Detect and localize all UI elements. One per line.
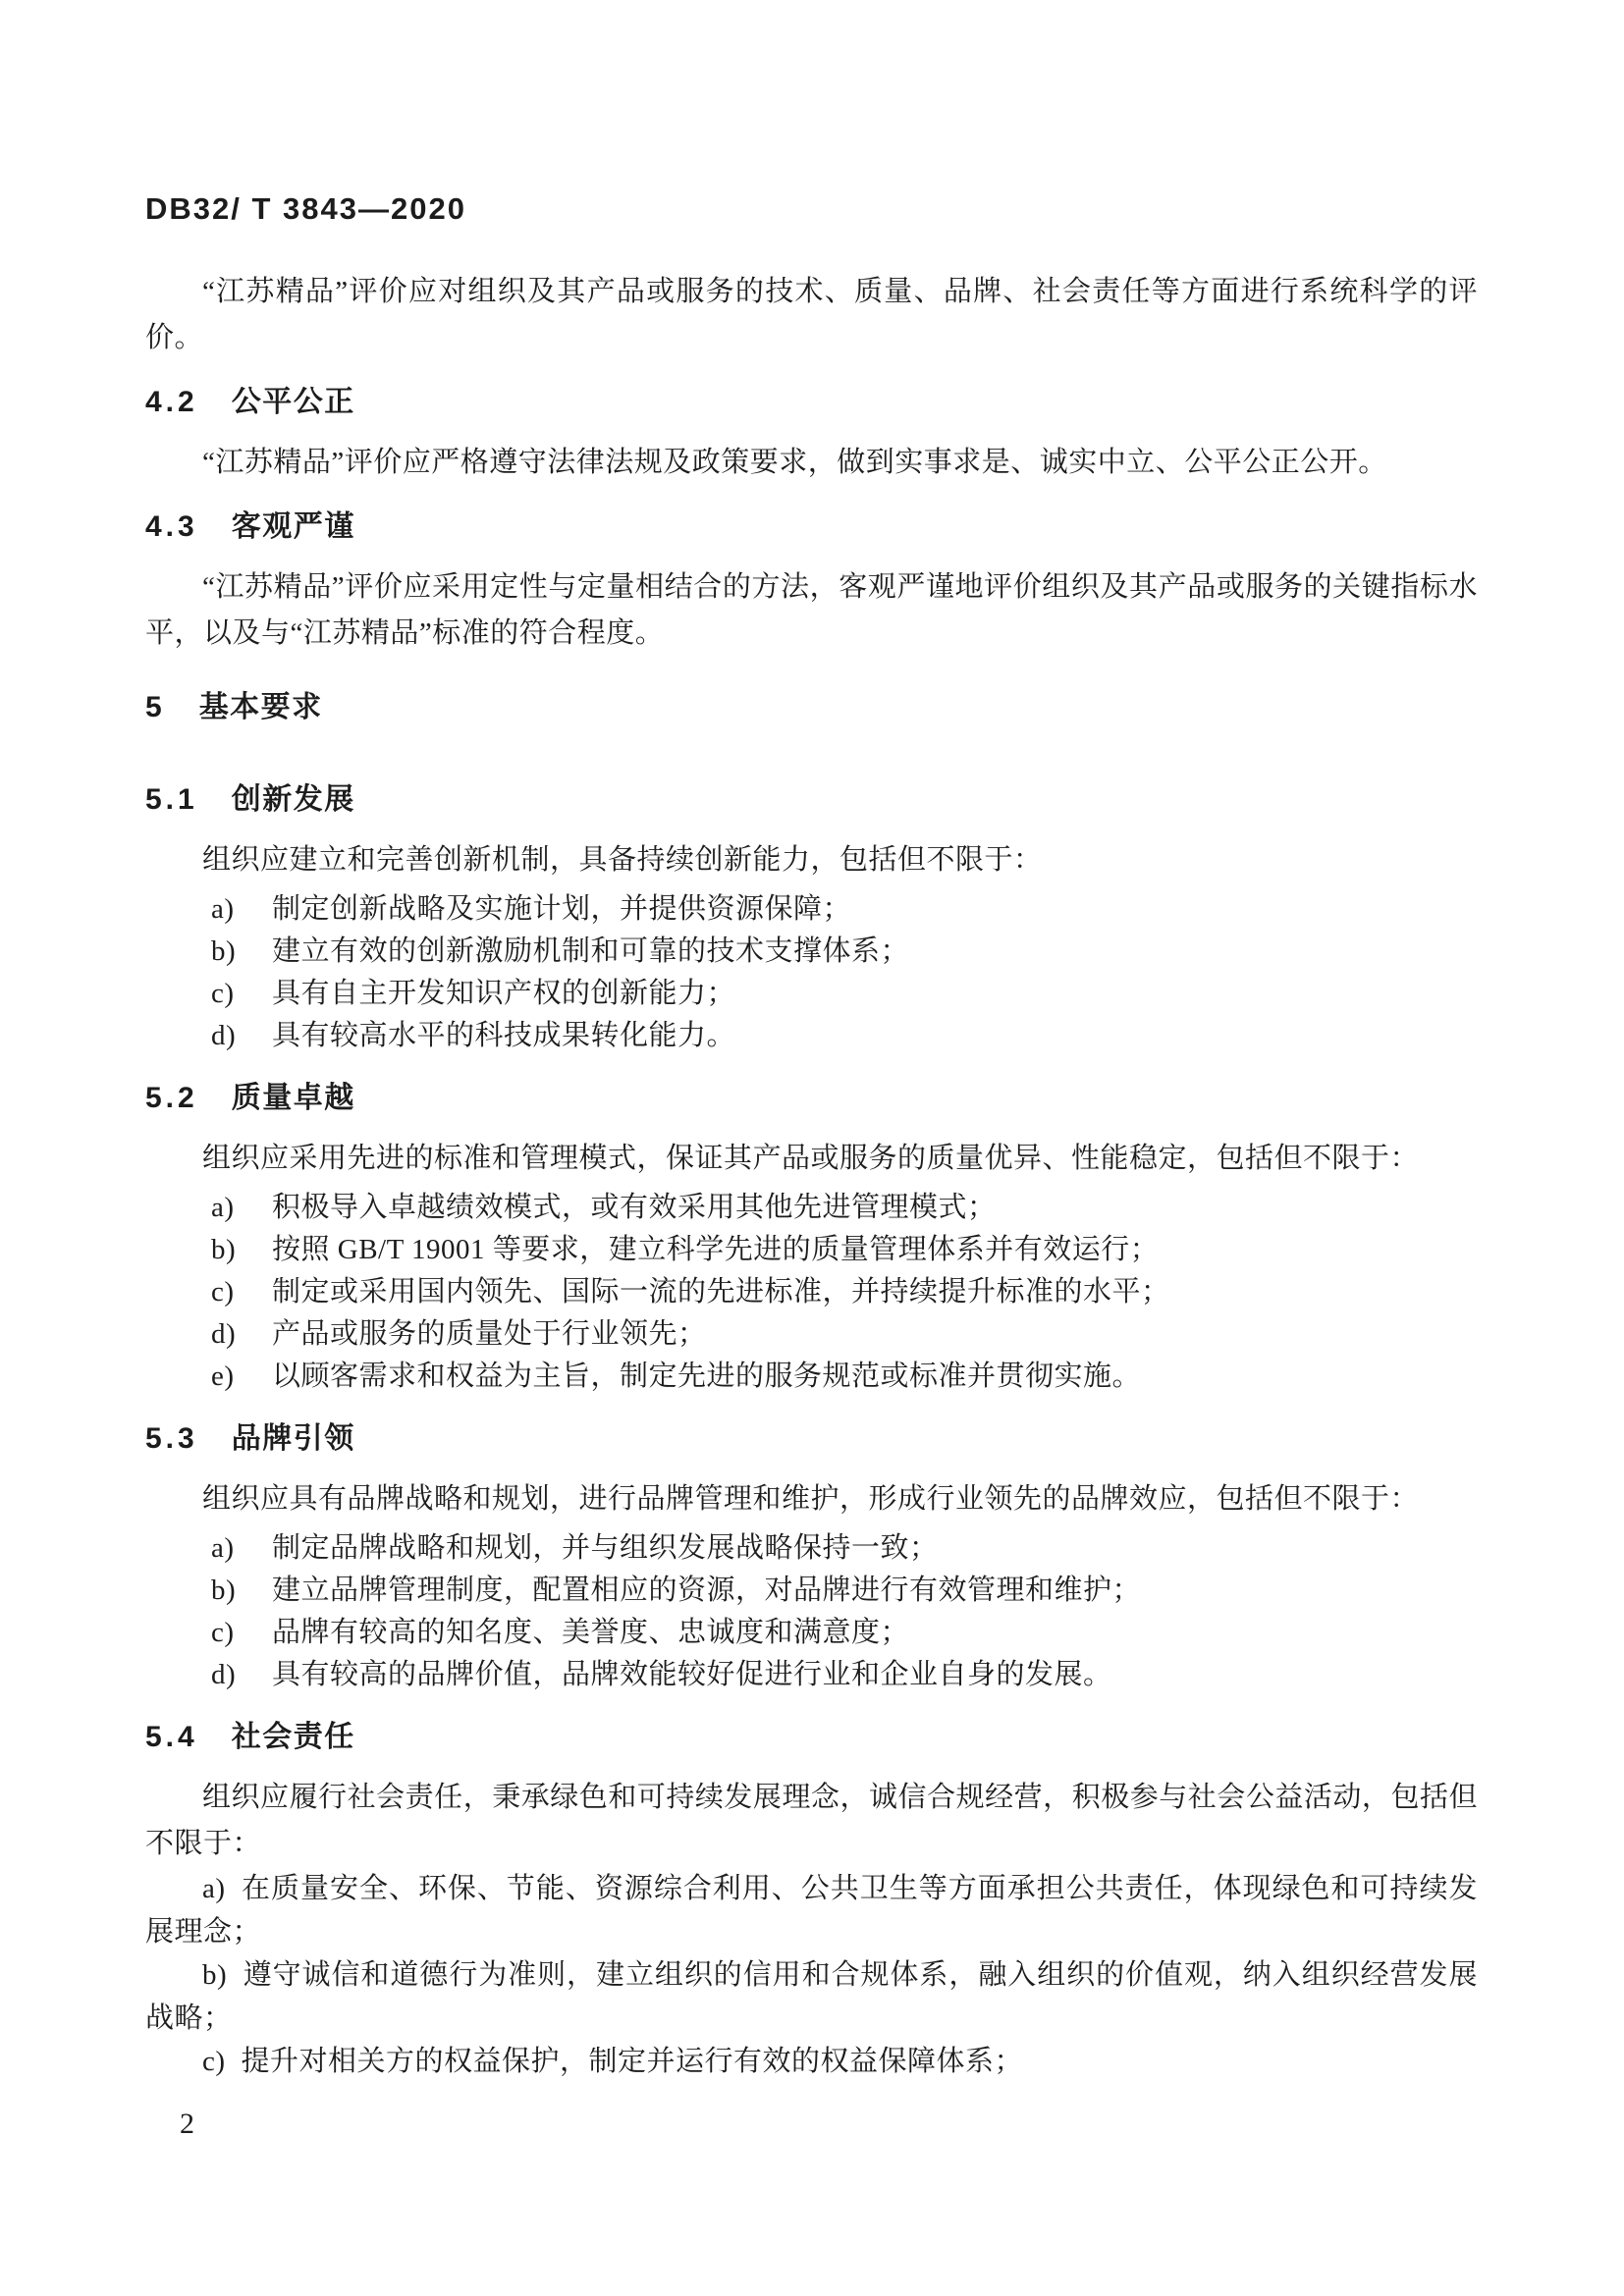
- list-marker: b): [202, 1959, 228, 1991]
- list-marker: b): [211, 935, 237, 967]
- section-heading: [145, 1716, 1478, 1759]
- list-item: [211, 973, 1478, 1015]
- list-item-text: 遵守诚信和道德行为准则，建立组织的信用和合规体系，融入组织的价值观，纳入组织经营发展战略；: [145, 1959, 1478, 2034]
- list-item-paragraph: [145, 1867, 1478, 1953]
- list-item-text: 积极导入卓越绩效模式，或有效采用其他先进管理模式；: [272, 1192, 997, 1223]
- lettered-list: [145, 1187, 1478, 1398]
- paragraph: 组织应履行社会责任，秉承绿色和可持续发展理念，诚信合规经营，积极参与社会公益活动，包括但不限于：: [145, 1782, 1478, 1859]
- list-marker: a): [211, 893, 235, 925]
- list-item: [211, 1527, 1478, 1570]
- list-item-text: 制定品牌战略和规划，并与组织发展战略保持一致；: [272, 1532, 939, 1564]
- list-item: [211, 888, 1478, 931]
- list-item-text: 提升对相关方的权益保护，制定并运行有效的权益保障体系；: [241, 2046, 1024, 2077]
- section-number: 5.4: [145, 1721, 198, 1753]
- section-number: 5: [145, 691, 166, 723]
- list-item: [211, 1271, 1478, 1313]
- list-item-text: 具有自主开发知识产权的创新能力；: [272, 978, 736, 1009]
- list-item: [211, 1356, 1478, 1398]
- list-marker: d): [211, 1020, 237, 1051]
- section-heading: [145, 778, 1478, 822]
- list-item: [211, 1570, 1478, 1612]
- paragraph: “江苏精品”评价应对组织及其产品或服务的技术、质量、品牌、社会责任等方面进行系统科学的评价。: [145, 276, 1478, 353]
- page-number: 2: [180, 2108, 194, 2140]
- document-number: DB32/ T 3843—2020: [145, 191, 466, 226]
- list-marker: c): [211, 1276, 235, 1308]
- list-item-text: 以顾客需求和权益为主旨，制定先进的服务规范或标准并贯彻实施。: [272, 1361, 1142, 1392]
- list-item-text: 产品或服务的质量处于行业领先；: [272, 1318, 707, 1350]
- list-marker: b): [211, 1234, 237, 1265]
- section-title: 社会责任: [231, 1721, 355, 1753]
- list-marker: c): [211, 978, 235, 1009]
- list-item-text: 具有较高水平的科技成果转化能力。: [272, 1020, 736, 1051]
- section-heading: [145, 381, 1478, 424]
- list-item: [211, 1612, 1478, 1654]
- list-item-text: 按照 GB/T 19001 等要求，建立科学先进的质量管理体系并有效运行；: [272, 1234, 1160, 1265]
- list-marker: e): [211, 1361, 235, 1392]
- section-title: 公平公正: [231, 386, 355, 418]
- list-marker: d): [211, 1659, 237, 1690]
- section-title: 客观严谨: [231, 510, 355, 543]
- list-item-text: 制定创新战略及实施计划，并提供资源保障；: [272, 893, 852, 925]
- list-marker: a): [211, 1192, 235, 1223]
- paragraph: “江苏精品”评价应严格遵守法律法规及政策要求，做到实事求是、诚实中立、公平公正公开。: [202, 447, 1387, 478]
- list-item: [211, 1229, 1478, 1271]
- section-number: 5.2: [145, 1082, 198, 1114]
- list-marker: c): [211, 1617, 235, 1648]
- list-item-text: 具有较高的品牌价值，品牌效能较好促进行业和企业自身的发展。: [272, 1659, 1112, 1690]
- list-item-text: 建立有效的创新激励机制和可靠的技术支撑体系；: [272, 935, 910, 967]
- section-number: 5.3: [145, 1422, 198, 1455]
- list-item-text: 制定或采用国内领先、国际一流的先进标准，并持续提升标准的水平；: [272, 1276, 1170, 1308]
- section-title: 基本要求: [198, 691, 323, 723]
- list-item: [211, 1015, 1478, 1057]
- paragraph: 组织应建立和完善创新机制，具备持续创新能力，包括但不限于：: [202, 844, 1043, 876]
- list-marker: b): [211, 1575, 237, 1606]
- lettered-list: [145, 888, 1478, 1057]
- section-heading: [145, 1077, 1478, 1120]
- section-number: 4.3: [145, 510, 198, 543]
- lettered-list: [145, 1527, 1478, 1696]
- list-item: [211, 1654, 1478, 1696]
- section-heading: [145, 1417, 1478, 1461]
- list-item: [211, 931, 1478, 973]
- list-item-text: 在质量安全、环保、节能、资源综合利用、公共卫生等方面承担公共责任，体现绿色和可持续发展理念；: [145, 1873, 1478, 1948]
- list-item: [211, 1187, 1478, 1229]
- section-title: 创新发展: [231, 783, 355, 816]
- paragraph: “江苏精品”评价应采用定性与定量相结合的方法，客观严谨地评价组织及其产品或服务的关键指标水平，以及与“江苏精品”标准的符合程度。: [145, 571, 1478, 649]
- list-marker: a): [202, 1873, 226, 1904]
- list-item-paragraph: [145, 2040, 1478, 2083]
- list-item-text: 品牌有较高的知名度、美誉度、忠诚度和满意度；: [272, 1617, 910, 1648]
- section-heading: [145, 506, 1478, 549]
- chapter-heading: [145, 686, 1478, 729]
- paragraph: 组织应采用先进的标准和管理模式，保证其产品或服务的质量优异、性能稳定，包括但不限于：: [202, 1143, 1420, 1174]
- list-item-paragraph: [145, 1953, 1478, 2040]
- list-item: [211, 1313, 1478, 1356]
- section-title: 品牌引领: [231, 1422, 355, 1455]
- list-marker: a): [211, 1532, 235, 1564]
- list-item-text: 建立品牌管理制度，配置相应的资源，对品牌进行有效管理和维护；: [272, 1575, 1142, 1606]
- paragraph: 组织应具有品牌战略和规划，进行品牌管理和维护，形成行业领先的品牌效应，包括但不限于：: [202, 1483, 1420, 1515]
- section-title: 质量卓越: [231, 1082, 355, 1114]
- section-number: 5.1: [145, 783, 198, 816]
- section-number: 4.2: [145, 386, 198, 418]
- list-marker: d): [211, 1318, 237, 1350]
- list-marker: c): [202, 2046, 226, 2077]
